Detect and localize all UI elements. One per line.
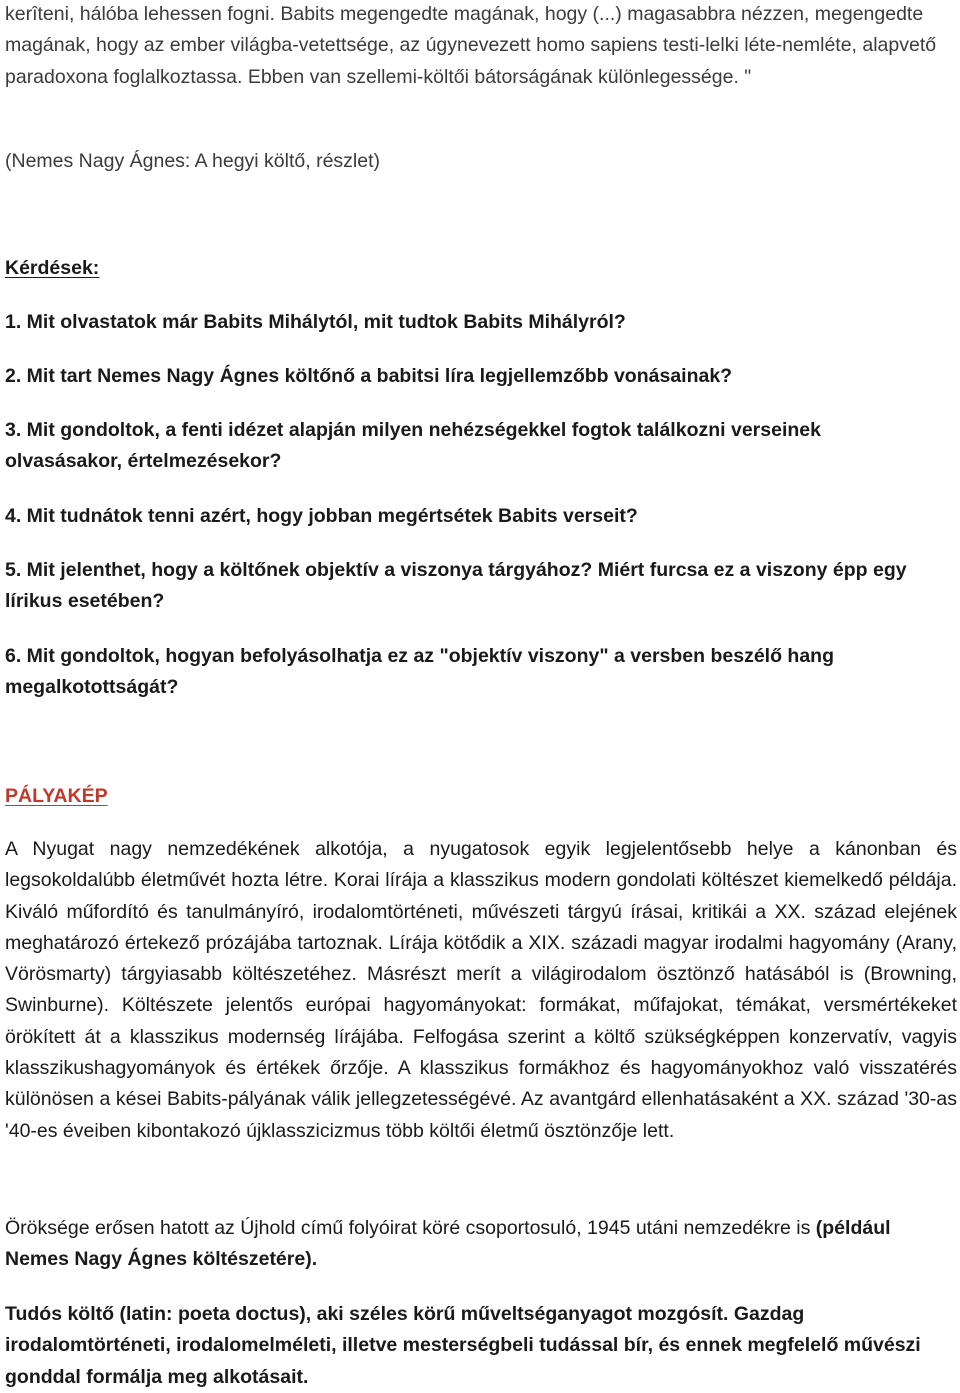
paragraph-2-text: Öröksége erősen hatott az Újhold című folyóirat köré csoportosuló, 1945 utáni nemzedékre is (5, 1217, 811, 1239)
palyakep-paragraph-3: Tudós költő (latin: poeta doctus), aki széles körű műveltséganyagot mozgósít. Gazdag irodalomtörténeti, irodalomelméleti, illetve mesterségbeli tudással bír, és ennek megfelelő művészi gonddal formálja meg alkotásait. (5, 1303, 921, 1388)
paragraph-2-bold: (például Nemes Nagy Ágnes költészetére). (5, 1217, 891, 1271)
questions-heading: Kérdések: (5, 257, 100, 279)
palyakep-paragraph-2 (5, 1213, 955, 1276)
quote-source: (Nemes Nagy Ágnes: A hegyi költő, részlet) (5, 150, 381, 172)
quote-text: kerîteni, hálóba lehessen fogni. Babits megengedte magának, hogy (...) magasabbra nézzen, megengedte magának, hogy az ember világba-vetettsége, az úgynevezett homo sapiens testi-lelki léte-nemléte, alapvető paradoxona foglalkoztassa. Ebben van szellemi-költői bátorságának különlegessége. " (5, 3, 937, 88)
question-2: 2. Mit tart Nemes Nagy Ágnes költőnő a babitsi líra legjellemzőbb vonásainak? (5, 365, 733, 387)
question-4: 4. Mit tudnátok tenni azért, hogy jobban megértsétek Babits verseit? (5, 505, 638, 527)
question-3: 3. Mit gondoltok, a fenti idézet alapján milyen nehézségekkel fogtok találkozni verseinek olvasásakor, értelmezésekor? (5, 419, 821, 473)
question-6: 6. Mit gondoltok, hogyan befolyásolhatja ez az "objektív viszony" a versben beszélő hang megalkotottságát? (5, 645, 834, 699)
question-1: 1. Mit olvastatok már Babits Mihálytól, mit tudtok Babits Mihályról? (5, 311, 626, 333)
palyakep-heading: PÁLYAKÉP (5, 785, 108, 807)
question-5: 5. Mit jelenthet, hogy a költőnek objektív a viszonya tárgyához? Miért furcsa ez a viszony épp egy lírikus esetében? (5, 559, 907, 613)
palyakep-paragraph-1: A Nyugat nagy nemzedékének alkotója, a nyugatosok egyik legjelentősebb helye a kánonban és legsokoldalúbb életművét hozta létre. Korai lírája a klasszikus modern gondolati költészet kiemelkedő példája. Kiváló műfordító és tanulmányíró, irodalomtörténeti, művészeti tárgyú írásai, kritikái a XX. század elejének meghatározó értekező prózájába tartoznak. Lírája kötődik a XIX. századi magyar irodalmi hagyomány (Arany, Vörösmarty) tárgyiasabb költészetéhez. Másrészt merít a világirodalom ösztönző hatásából is (Browning, Swinburne). Költészete jelentős európai hagyományokat: formákat, műfajokat, témákat, versmértékeket örökített át a klasszikus modernség lírájába. Felfogása szerint a költő szükségképpen konzervatív, vagyis klasszikushagyományok és értékek őrzője. A klasszikus formákhoz és hagyományokhoz való visszatérés különösen a kései Babits-pályának válik jellegzetességévé. Az avantgárd ellenhatásaként a XX. század '30-as '40-es éveiben kibontakozó újklasszicizmus több költői életmű ösztönzője lett. (5, 838, 957, 1142)
